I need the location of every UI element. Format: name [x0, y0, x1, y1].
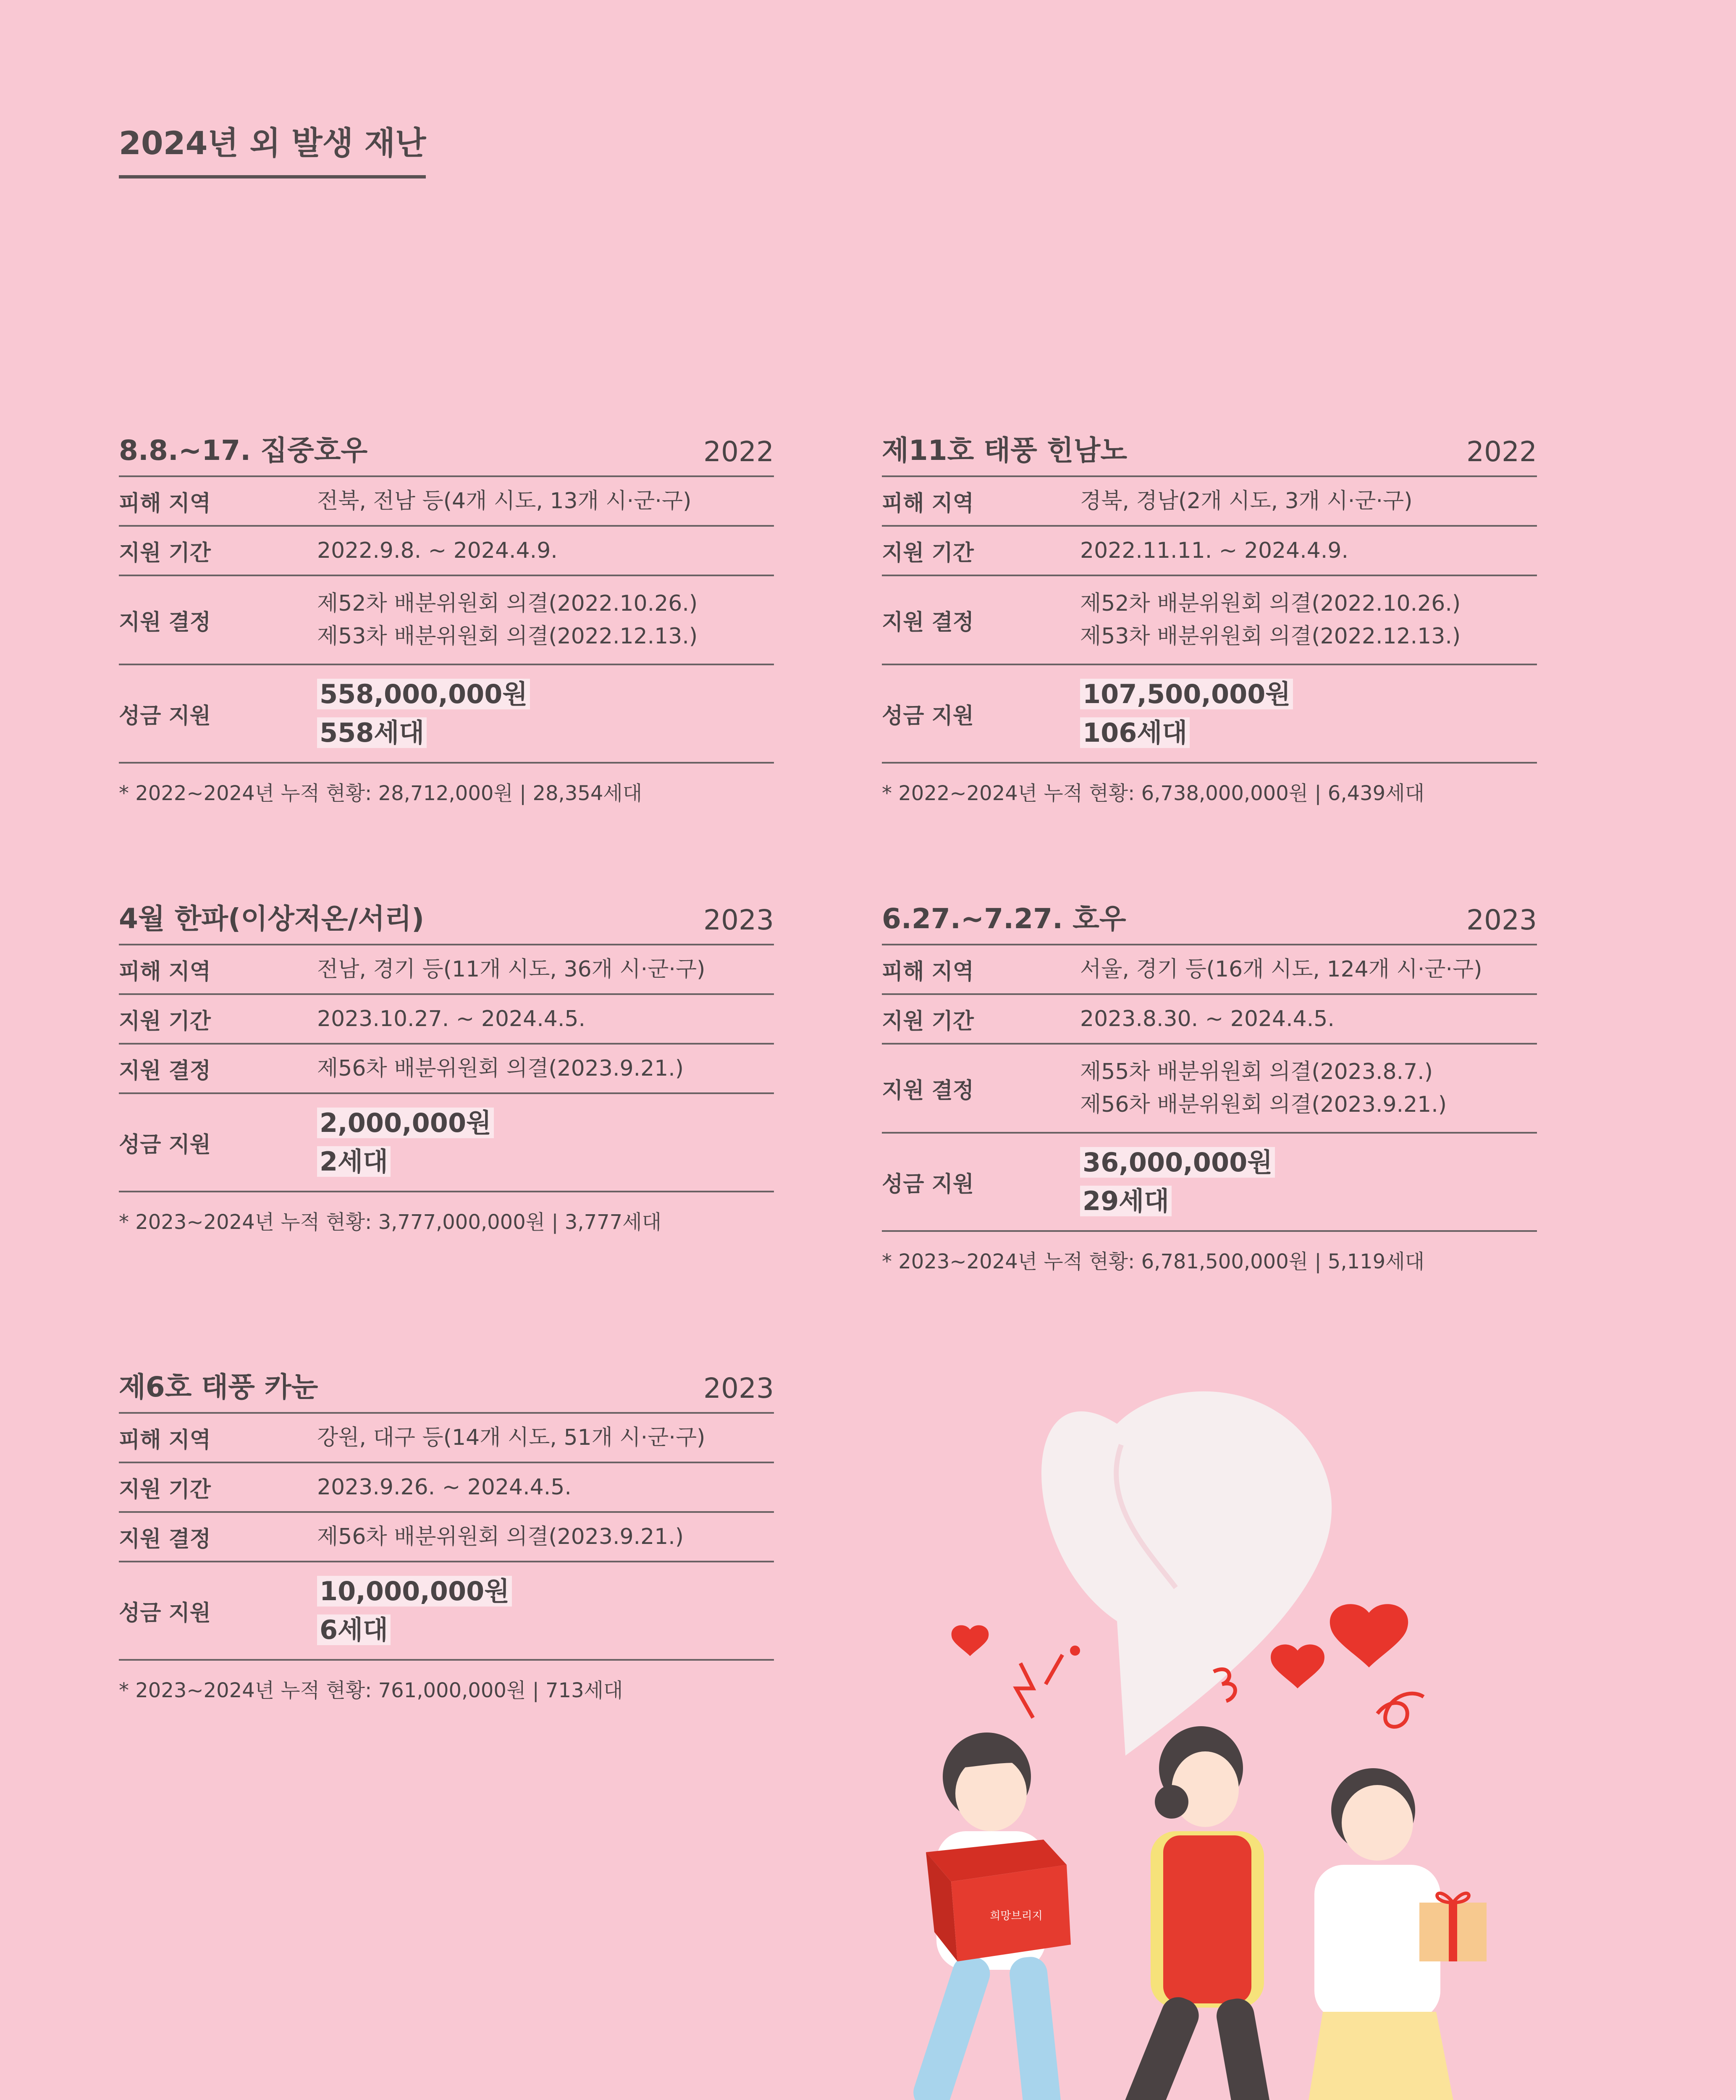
- red-heart-icon: [1330, 1604, 1408, 1667]
- decision-line: 제52차 배분위원회 의결(2022.10.26.): [317, 591, 698, 616]
- card-title: 제11호 태풍 힌남노: [882, 434, 1128, 467]
- row-label: 지원 기간: [882, 1008, 974, 1034]
- card-title: 4월 한파(이상저온/서리): [119, 903, 425, 935]
- row-decision: [119, 1045, 774, 1094]
- cumulative-note: * 2023~2024년 누적 현황: 761,000,000원 | 713세대: [119, 1679, 623, 1702]
- area-value: 전남, 경기 등(11개 시도, 36개 시·군·구): [317, 957, 705, 982]
- cumulative-note: * 2023~2024년 누적 현황: 6,781,500,000원 | 5,119세대: [882, 1250, 1424, 1273]
- decision-line: 제56차 배분위원회 의결(2023.9.21.): [317, 1524, 684, 1549]
- card-header: [882, 905, 1537, 945]
- squiggle-icon: [1046, 1655, 1062, 1684]
- card-year: 2022: [703, 436, 774, 468]
- row-label: 지원 결정: [882, 1078, 974, 1103]
- row-label: 성금 지원: [119, 1132, 211, 1158]
- row-period: [882, 995, 1537, 1045]
- page-title: 2024년 외 발생 재난: [119, 118, 426, 178]
- area-value: 서울, 경기 등(16개 시도, 124개 시·군·구): [1080, 957, 1482, 982]
- card-year: 2023: [703, 1372, 774, 1404]
- row-label: 성금 지원: [882, 1171, 974, 1197]
- row-label: 지원 결정: [119, 1526, 211, 1552]
- disaster-card-summer-rain-2023: [882, 905, 1537, 1274]
- decision-value: [317, 1052, 684, 1085]
- row-area: [882, 477, 1537, 527]
- row-label: 지원 기간: [882, 540, 974, 566]
- row-label: 피해 지역: [119, 1427, 211, 1453]
- card-title: 제6호 태풍 카눈: [119, 1371, 318, 1403]
- decision-line: 제55차 배분위원회 의결(2023.8.7.): [1080, 1059, 1433, 1084]
- row-label: 피해 지역: [119, 959, 211, 984]
- card-title: 8.8.~17. 집중호우: [119, 434, 368, 467]
- row-decision: [119, 576, 774, 665]
- card-year: 2023: [1466, 904, 1537, 936]
- row-fund: [119, 1094, 774, 1192]
- period-value: 2023.8.30. ~ 2024.4.5.: [1080, 1006, 1335, 1032]
- fund-value: [317, 1572, 512, 1649]
- row-label: 지원 기간: [119, 1477, 211, 1502]
- volunteers-illustration: [831, 1336, 1503, 2100]
- fund-value: [1080, 1143, 1275, 1221]
- row-area: [119, 477, 774, 527]
- row-area: [882, 945, 1537, 995]
- row-fund: [119, 665, 774, 764]
- period-value: 2023.9.26. ~ 2024.4.5.: [317, 1475, 572, 1500]
- row-label: 지원 기간: [119, 540, 211, 566]
- decision-line: 제53차 배분위원회 의결(2022.12.13.): [1080, 624, 1461, 649]
- card-header: [119, 1373, 774, 1414]
- amount-value: 558,000,000원: [317, 679, 530, 709]
- red-heart-icon: [952, 1625, 989, 1656]
- row-decision: [882, 1045, 1537, 1134]
- period-value: 2023.10.27. ~ 2024.4.5.: [317, 1006, 585, 1032]
- decision-value: [317, 587, 698, 653]
- area-value: 경북, 경남(2개 시도, 3개 시·군·구): [1080, 488, 1413, 514]
- amount-value: 2,000,000원: [317, 1108, 494, 1138]
- disaster-card-april-cold: [119, 905, 774, 1235]
- decision-value: [1080, 587, 1461, 653]
- amount-value: 107,500,000원: [1080, 679, 1293, 709]
- row-period: [119, 527, 774, 576]
- decision-line: 제56차 배분위원회 의결(2023.9.21.): [317, 1056, 684, 1081]
- households-value: 29세대: [1080, 1186, 1172, 1216]
- decision-line: 제56차 배분위원회 의결(2023.9.21.): [1080, 1092, 1447, 1117]
- row-label: 성금 지원: [119, 703, 211, 729]
- row-label: 지원 기간: [119, 1008, 211, 1034]
- card-header: [119, 905, 774, 945]
- amount-value: 36,000,000원: [1080, 1147, 1275, 1178]
- amount-value: 10,000,000원: [317, 1576, 512, 1606]
- households-value: 2세대: [317, 1146, 391, 1177]
- row-period: [882, 527, 1537, 576]
- row-label: 피해 지역: [882, 491, 974, 516]
- decision-line: 제52차 배분위원회 의결(2022.10.26.): [1080, 591, 1461, 616]
- gift-box-icon: [1419, 1893, 1487, 1961]
- elderly-figure: [1302, 1768, 1487, 2100]
- card-title: 6.27.~7.27. 호우: [882, 903, 1126, 935]
- fund-value: [1080, 675, 1293, 752]
- period-value: 2022.11.11. ~ 2024.4.9.: [1080, 538, 1348, 563]
- disaster-card-typhoon-hinnamnor: [882, 434, 1537, 806]
- squiggle-icon: [1016, 1663, 1033, 1718]
- disaster-card-typhoon-khanun: [119, 1373, 774, 1703]
- row-period: [119, 1463, 774, 1513]
- row-fund: [882, 1134, 1537, 1232]
- cumulative-note: * 2022~2024년 누적 현황: 6,738,000,000원 | 6,439세대: [882, 782, 1424, 805]
- row-label: 지원 결정: [119, 1058, 211, 1084]
- squiggle-icon: [1377, 1693, 1424, 1727]
- card-year: 2023: [703, 904, 774, 936]
- cumulative-note: * 2023~2024년 누적 현황: 3,777,000,000원 | 3,777세대: [119, 1210, 661, 1234]
- card-header: [119, 434, 774, 477]
- large-heart-icon: [1041, 1391, 1332, 1756]
- card-header: [882, 434, 1537, 477]
- row-area: [119, 945, 774, 995]
- area-value: 강원, 대구 등(14개 시도, 51개 시·군·구): [317, 1425, 705, 1450]
- row-label: 성금 지원: [882, 703, 974, 729]
- fund-value: [317, 1104, 494, 1181]
- period-value: 2022.9.8. ~ 2024.4.9.: [317, 538, 558, 563]
- row-period: [119, 995, 774, 1045]
- decision-line: 제53차 배분위원회 의결(2022.12.13.): [317, 624, 698, 649]
- donation-box-icon: [926, 1840, 1071, 1961]
- red-heart-icon: [1271, 1644, 1324, 1688]
- row-label: 지원 결정: [119, 609, 211, 635]
- households-value: 558세대: [317, 717, 427, 748]
- row-label: 성금 지원: [119, 1600, 211, 1626]
- decision-value: [1080, 1055, 1447, 1121]
- fund-value: [317, 675, 530, 752]
- households-value: 6세대: [317, 1614, 391, 1645]
- households-value: 106세대: [1080, 717, 1190, 748]
- row-label: 피해 지역: [882, 959, 974, 984]
- row-fund: [119, 1562, 774, 1661]
- boy-figure: [909, 1732, 1083, 2100]
- row-decision: [882, 576, 1537, 665]
- row-label: 피해 지역: [119, 491, 211, 516]
- area-value: 전북, 전남 등(4개 시도, 13개 시·군·구): [317, 488, 692, 514]
- dot-icon: [1070, 1646, 1080, 1656]
- decision-value: [317, 1520, 684, 1553]
- row-label: 지원 결정: [882, 609, 974, 635]
- row-fund: [882, 665, 1537, 764]
- volunteer-figure: [1086, 1726, 1289, 2100]
- box-label: 희망브리지: [990, 1910, 1043, 1922]
- card-year: 2022: [1466, 436, 1537, 468]
- cumulative-note: * 2022~2024년 누적 현황: 28,712,000원 | 28,354세대: [119, 782, 642, 805]
- row-area: [119, 1414, 774, 1463]
- row-decision: [119, 1513, 774, 1562]
- disaster-card-heavy-rain-2022: [119, 434, 774, 806]
